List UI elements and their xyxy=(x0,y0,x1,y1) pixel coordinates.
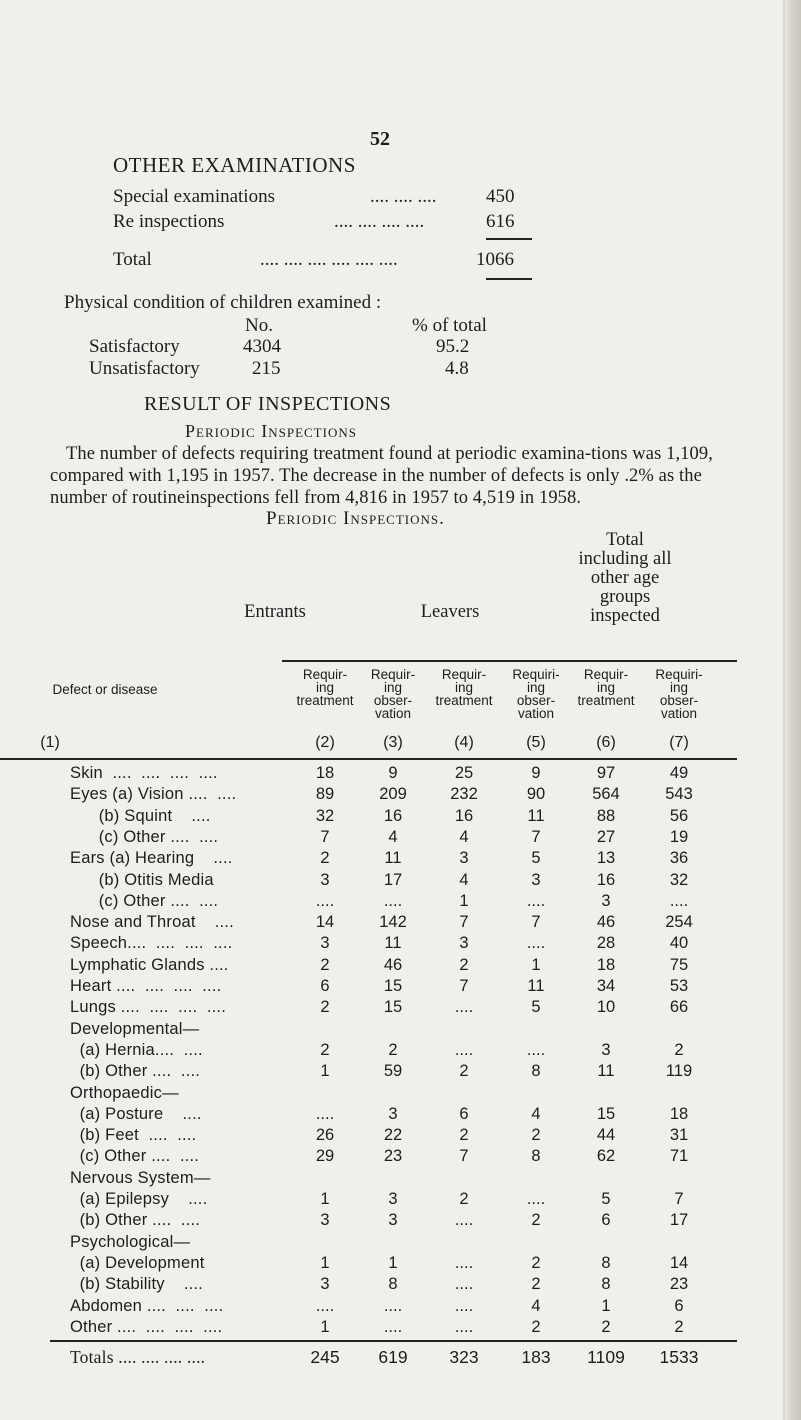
colhead-5-l3: obser- xyxy=(516,693,556,708)
row-cell-6: 564 xyxy=(592,785,620,804)
row-label: Orthopaedic— xyxy=(70,1083,179,1102)
table-row xyxy=(0,1233,760,1254)
row-cell-7: 17 xyxy=(669,1211,689,1230)
group-total-line5: inspected xyxy=(590,606,660,626)
row-cell-7: 56 xyxy=(669,806,689,825)
row-cell-6: 8 xyxy=(601,1275,611,1294)
row-cell-2: 18 xyxy=(315,764,335,782)
group-total xyxy=(545,531,705,626)
row-cell-7: 71 xyxy=(669,1147,689,1166)
row-cell-2: 1 xyxy=(320,1317,330,1336)
colhead-7 xyxy=(639,668,719,720)
row-cell-6: 97 xyxy=(596,764,616,782)
row-cell-2: 1 xyxy=(320,1062,330,1081)
group-total-line4: groups xyxy=(599,587,651,607)
table-row xyxy=(0,849,760,870)
colhead-1 xyxy=(30,683,180,696)
table-row xyxy=(0,977,760,998)
row-label: (a) Development xyxy=(70,1253,205,1272)
row-cell-5: 8 xyxy=(531,1147,541,1166)
table-row xyxy=(0,998,760,1019)
colnum-6: (6) xyxy=(596,734,616,751)
row-cell-6: 3 xyxy=(601,1040,611,1059)
row-cell-3: 17 xyxy=(383,870,403,889)
row-label: (c) Other .... .... xyxy=(70,1147,200,1166)
row-label: (b) Squint .... xyxy=(70,806,211,825)
colhead-5 xyxy=(496,668,576,720)
row-cell-4: .... xyxy=(454,998,474,1017)
row-cell-5: .... xyxy=(526,891,546,910)
colhead-4-l1: Requir- xyxy=(441,667,487,682)
row-cell-3: .... xyxy=(383,1317,403,1336)
colhead-3-l4: vation xyxy=(374,706,412,721)
row-cell-2: 3 xyxy=(320,1211,330,1230)
colhead-4-l2: ing xyxy=(454,680,473,695)
row-cell-6: 16 xyxy=(596,870,616,889)
row-cell-4: 2 xyxy=(459,1126,469,1145)
total-label: Total xyxy=(113,249,152,270)
satisfactory-label: Satisfactory xyxy=(89,336,180,357)
row-cell-6: 27 xyxy=(596,827,616,846)
row-cell-6: 8 xyxy=(601,1253,611,1272)
table-title: Periodic Inspections. xyxy=(266,508,445,529)
row-label: Ears (a) Hearing .... xyxy=(70,849,233,868)
totals-cell-4: 323 xyxy=(449,1347,479,1367)
row-cell-5: 8 xyxy=(531,1062,541,1081)
colhead-2-l3: treatment xyxy=(296,693,354,708)
row-cell-5: 7 xyxy=(531,913,541,932)
row-cell-7: 31 xyxy=(669,1126,689,1145)
table-row xyxy=(0,1211,760,1232)
row-cell-2: 1 xyxy=(320,1253,330,1272)
special-exams-label: Special examinations xyxy=(113,186,275,207)
row-cell-3: 142 xyxy=(379,913,407,932)
row-cell-6: 62 xyxy=(596,1147,616,1166)
colhead-3 xyxy=(353,668,433,720)
row-cell-3: 23 xyxy=(383,1147,403,1166)
row-cell-3: 2 xyxy=(388,1040,398,1059)
row-label: (b) Feet .... .... xyxy=(70,1126,197,1145)
colhead-4-l3: treatment xyxy=(435,693,493,708)
row-cell-3: 9 xyxy=(388,764,398,782)
row-cell-7: 53 xyxy=(669,977,689,995)
table-row xyxy=(0,956,760,977)
physical-heading: Physical condition of children examined : xyxy=(64,292,382,313)
row-cell-3: 16 xyxy=(383,806,403,825)
totals-cell-6: 1109 xyxy=(587,1347,625,1367)
group-total-line1: Total xyxy=(606,530,644,550)
row-cell-2: .... xyxy=(315,1104,335,1123)
colnum-2: (2) xyxy=(315,734,335,751)
row-label: Eyes (a) Vision .... .... xyxy=(70,785,237,804)
table-bottom-rule xyxy=(50,1340,737,1342)
totals-cell-7: 1533 xyxy=(659,1347,699,1367)
row-cell-7: 14 xyxy=(669,1253,689,1272)
row-cell-6: 15 xyxy=(596,1104,616,1123)
totals-row xyxy=(0,1347,760,1368)
row-cell-4: 3 xyxy=(459,849,469,868)
row-label: (b) Stability .... xyxy=(70,1275,203,1294)
table-row xyxy=(0,892,760,913)
row-cell-4: 7 xyxy=(459,1147,469,1166)
group-total-line3: other age xyxy=(590,568,660,588)
row-label: Speech.... .... .... .... xyxy=(70,934,233,953)
colnum-5: (5) xyxy=(526,734,546,751)
header-rule xyxy=(282,660,737,662)
row-cell-7: 40 xyxy=(669,934,689,953)
table-row xyxy=(0,1275,760,1296)
re-inspections-dots: .... .... .... .... xyxy=(334,211,425,232)
colnum-4: (4) xyxy=(454,734,474,751)
special-exams-dots: .... .... .... xyxy=(370,186,437,207)
table-row xyxy=(0,807,760,828)
row-label: (a) Posture .... xyxy=(70,1104,202,1123)
row-cell-3: 4 xyxy=(388,827,398,846)
row-cell-3: 15 xyxy=(383,998,403,1017)
row-cell-5: 3 xyxy=(531,870,541,889)
row-cell-2: .... xyxy=(315,1296,335,1315)
row-cell-7: 18 xyxy=(669,1104,689,1123)
row-cell-7: 49 xyxy=(669,764,689,782)
row-label: (b) Otitis Media xyxy=(70,870,214,889)
row-cell-3: 11 xyxy=(384,934,402,953)
colnum-3: (3) xyxy=(383,734,403,751)
satisfactory-pct: 95.2 xyxy=(436,336,470,357)
row-cell-3: 8 xyxy=(388,1275,398,1294)
table-row xyxy=(0,1169,760,1190)
physical-col-no: No. xyxy=(245,315,273,336)
table-row xyxy=(0,1041,760,1062)
row-cell-7: 6 xyxy=(674,1296,684,1315)
row-cell-7: .... xyxy=(669,891,689,910)
row-cell-5: 5 xyxy=(531,998,541,1017)
table-row xyxy=(0,1105,760,1126)
table-row xyxy=(0,934,760,955)
row-cell-3: 22 xyxy=(383,1126,403,1145)
row-cell-4: .... xyxy=(454,1040,474,1059)
physical-col-pct: % of total xyxy=(412,315,487,336)
table-row xyxy=(0,785,760,806)
colhead-4 xyxy=(424,668,504,707)
row-label: Lungs .... .... .... .... xyxy=(70,998,226,1017)
row-cell-6: 5 xyxy=(601,1190,611,1208)
group-entrants: Entrants xyxy=(244,602,306,622)
totals-cell-5: 183 xyxy=(521,1347,551,1367)
row-cell-2: 2 xyxy=(320,955,330,974)
row-cell-4: 1 xyxy=(459,891,469,910)
row-label: Heart .... .... .... .... xyxy=(70,977,222,995)
row-cell-3: 3 xyxy=(388,1104,398,1123)
row-cell-4: 232 xyxy=(450,785,478,804)
row-cell-5: 5 xyxy=(531,849,541,868)
colhead-6-l1: Requir- xyxy=(583,667,629,682)
row-label: (c) Other .... .... xyxy=(70,827,219,846)
row-cell-5: 2 xyxy=(531,1211,541,1230)
colhead-7-l1: Requiri- xyxy=(655,667,703,682)
row-label: Nervous System— xyxy=(70,1168,211,1187)
row-cell-2: 3 xyxy=(320,1275,330,1294)
row-cell-2: 29 xyxy=(315,1147,335,1166)
row-label: Skin .... .... .... .... xyxy=(70,764,218,782)
colhead-7-l2: ing xyxy=(669,680,688,695)
row-cell-7: 119 xyxy=(665,1062,693,1081)
total-dots: .... .... .... .... .... .... xyxy=(260,249,398,270)
row-cell-3: 59 xyxy=(383,1062,403,1081)
table-row xyxy=(0,1126,760,1147)
row-cell-5: .... xyxy=(526,1040,546,1059)
row-cell-4: .... xyxy=(454,1211,474,1230)
result-title: RESULT OF INSPECTIONS xyxy=(144,393,392,415)
row-cell-2: .... xyxy=(315,891,335,910)
re-inspections-value: 616 xyxy=(486,211,515,232)
row-cell-3: 3 xyxy=(388,1190,398,1208)
row-cell-3: 46 xyxy=(383,955,403,974)
row-cell-7: 75 xyxy=(669,955,689,974)
page-number: 52 xyxy=(370,128,390,150)
colhead-7-l4: vation xyxy=(660,706,698,721)
row-cell-5: 4 xyxy=(531,1104,541,1123)
row-cell-4: 6 xyxy=(459,1104,469,1123)
row-cell-6: 88 xyxy=(596,806,616,825)
row-cell-5: 1 xyxy=(531,955,541,974)
row-cell-2: 2 xyxy=(320,1040,330,1059)
table-top-rule xyxy=(0,758,737,760)
row-cell-2: 14 xyxy=(315,913,335,932)
total-rule-bottom xyxy=(486,278,532,280)
row-cell-6: 44 xyxy=(596,1126,616,1145)
table-row xyxy=(0,764,760,785)
row-cell-4: 7 xyxy=(459,977,469,995)
row-cell-2: 3 xyxy=(320,870,330,889)
row-cell-6: 3 xyxy=(601,891,611,910)
row-label: Lymphatic Glands .... xyxy=(70,955,229,974)
row-cell-4: .... xyxy=(454,1253,474,1272)
row-cell-7: 543 xyxy=(665,785,693,804)
totals-cell-3: 619 xyxy=(378,1347,408,1367)
unsatisfactory-label: Unsatisfactory xyxy=(89,358,200,379)
table-row xyxy=(0,871,760,892)
row-cell-2: 3 xyxy=(320,934,330,953)
row-cell-5: .... xyxy=(526,934,546,953)
table-row xyxy=(0,1318,760,1339)
row-cell-6: 18 xyxy=(596,955,616,974)
row-cell-7: 254 xyxy=(665,913,693,932)
table-row xyxy=(0,1084,760,1105)
row-cell-5: 2 xyxy=(531,1253,541,1272)
row-cell-4: 3 xyxy=(459,934,469,953)
colnum-7: (7) xyxy=(669,734,689,751)
table-row xyxy=(0,913,760,934)
row-cell-5: 2 xyxy=(531,1275,541,1294)
row-cell-6: 1 xyxy=(601,1296,611,1315)
row-cell-3: 3 xyxy=(388,1211,398,1230)
colnum-1: (1) xyxy=(40,734,60,751)
row-cell-5: 2 xyxy=(531,1317,541,1336)
table-row xyxy=(0,1190,760,1211)
row-cell-7: 7 xyxy=(674,1190,684,1208)
colhead-2-l2: ing xyxy=(315,680,334,695)
totals-label: Totals .... .... .... .... xyxy=(70,1347,206,1367)
table-row xyxy=(0,828,760,849)
row-cell-4: 2 xyxy=(459,1062,469,1081)
row-cell-7: 32 xyxy=(669,870,689,889)
row-cell-4: 2 xyxy=(459,955,469,974)
row-cell-6: 13 xyxy=(596,849,616,868)
row-cell-7: 66 xyxy=(669,998,689,1017)
row-cell-5: 7 xyxy=(531,827,541,846)
result-paragraph: The number of defects requiring treatment found at periodic examina-tions was 1,109, compared with 1,195 in 1957. The decrease in the number of defects is only .2% as the number of routineinspections fell from 4,816 in 1957 to 4,519 in 1958. xyxy=(50,444,713,508)
row-cell-6: 28 xyxy=(596,934,616,953)
colhead-2-l1: Requir- xyxy=(302,667,348,682)
group-leavers: Leavers xyxy=(420,602,480,622)
re-inspections-label: Re inspections xyxy=(113,211,225,232)
row-label: Other .... .... .... .... xyxy=(70,1317,223,1336)
row-cell-4: .... xyxy=(454,1275,474,1294)
colhead-5-l4: vation xyxy=(517,706,555,721)
row-cell-2: 2 xyxy=(320,998,330,1017)
row-cell-5: 2 xyxy=(531,1126,541,1145)
satisfactory-no: 4304 xyxy=(243,336,281,357)
row-cell-3: 11 xyxy=(384,849,402,868)
colhead-3-l1: Requir- xyxy=(370,667,416,682)
colhead-3-l2: ing xyxy=(383,680,402,695)
colhead-6-l2: ing xyxy=(596,680,615,695)
row-cell-4: 2 xyxy=(459,1190,469,1208)
colhead-5-l1: Requiri- xyxy=(512,667,560,682)
result-subtitle: Periodic Inspections xyxy=(185,421,357,441)
row-cell-2: 2 xyxy=(320,849,330,868)
row-cell-2: 6 xyxy=(320,977,330,995)
row-label: Developmental— xyxy=(70,1019,200,1038)
row-cell-2: 26 xyxy=(315,1126,335,1145)
row-cell-2: 7 xyxy=(320,827,330,846)
row-cell-2: 89 xyxy=(315,785,335,804)
row-cell-4: 16 xyxy=(454,806,474,825)
special-exams-value: 450 xyxy=(486,186,515,207)
row-cell-7: 2 xyxy=(674,1317,684,1336)
row-cell-5: .... xyxy=(526,1190,546,1208)
row-cell-3: 1 xyxy=(388,1253,398,1272)
table-row xyxy=(0,1297,760,1318)
row-cell-6: 6 xyxy=(601,1211,611,1230)
page-edge-line xyxy=(783,0,785,1420)
row-cell-4: .... xyxy=(454,1296,474,1315)
total-rule-top xyxy=(486,238,532,240)
row-label: Abdomen .... .... .... xyxy=(70,1296,224,1315)
table-row xyxy=(0,1147,760,1168)
row-cell-6: 34 xyxy=(596,977,616,995)
row-cell-5: 11 xyxy=(527,806,545,825)
row-label: (a) Epilepsy .... xyxy=(70,1190,208,1208)
unsatisfactory-no: 215 xyxy=(252,358,281,379)
colhead-3-l3: obser- xyxy=(373,693,413,708)
table-row xyxy=(0,1254,760,1275)
row-cell-5: 11 xyxy=(527,977,545,995)
row-cell-4: .... xyxy=(454,1317,474,1336)
row-cell-4: 7 xyxy=(459,913,469,932)
totals-cell-2: 245 xyxy=(310,1347,340,1367)
row-cell-6: 2 xyxy=(601,1317,611,1336)
row-cell-3: .... xyxy=(383,891,403,910)
row-cell-3: 15 xyxy=(383,977,403,995)
unsatisfactory-pct: 4.8 xyxy=(445,358,469,379)
row-cell-4: 4 xyxy=(459,827,469,846)
row-cell-4: 25 xyxy=(454,764,474,782)
row-label: (c) Other .... .... xyxy=(70,891,219,910)
row-cell-5: 9 xyxy=(531,764,541,782)
row-label: (a) Hernia.... .... xyxy=(70,1040,203,1059)
row-cell-4: 4 xyxy=(459,870,469,889)
colhead-6-l3: treatment xyxy=(577,693,635,708)
row-cell-3: .... xyxy=(383,1296,403,1315)
row-cell-3: 209 xyxy=(379,785,407,804)
row-cell-6: 11 xyxy=(597,1062,615,1081)
row-cell-2: 32 xyxy=(315,806,335,825)
colhead-1-line: Defect or disease xyxy=(52,682,158,697)
colhead-5-l2: ing xyxy=(526,680,545,695)
row-cell-2: 1 xyxy=(320,1190,330,1208)
row-cell-6: 10 xyxy=(596,998,616,1017)
total-value: 1066 xyxy=(476,249,514,270)
table-row xyxy=(0,1020,760,1041)
row-cell-7: 23 xyxy=(669,1275,689,1294)
row-label: Psychological— xyxy=(70,1232,191,1251)
row-cell-6: 46 xyxy=(596,913,616,932)
row-cell-5: 4 xyxy=(531,1296,541,1315)
table-row xyxy=(0,1062,760,1083)
row-label: Nose and Throat .... xyxy=(70,913,234,932)
row-cell-7: 36 xyxy=(669,849,689,868)
row-cell-5: 90 xyxy=(526,785,546,804)
colhead-7-l3: obser- xyxy=(659,693,699,708)
row-label: (b) Other .... .... xyxy=(70,1062,201,1081)
row-label: (b) Other .... .... xyxy=(70,1211,201,1230)
other-examinations-title: OTHER EXAMINATIONS xyxy=(113,153,356,177)
row-cell-7: 2 xyxy=(674,1040,684,1059)
row-cell-7: 19 xyxy=(669,827,689,846)
group-total-line2: including all xyxy=(578,549,672,569)
colhead-6 xyxy=(566,668,646,707)
page-edge xyxy=(785,0,801,1420)
